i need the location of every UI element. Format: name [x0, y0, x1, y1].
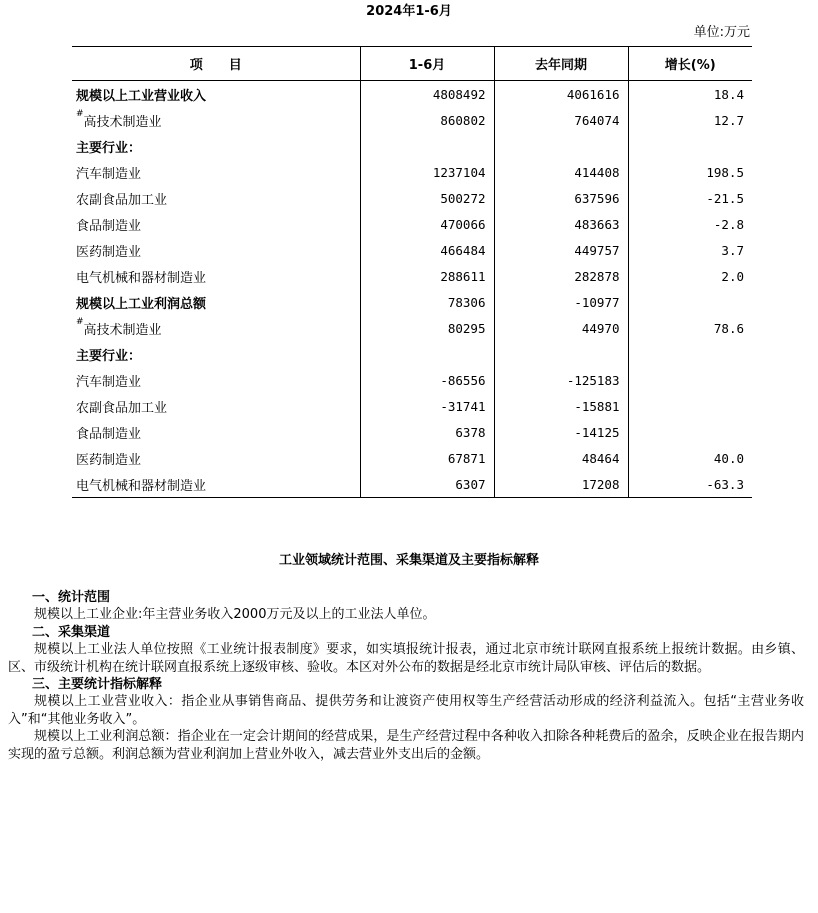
- table-row: [72, 419, 752, 445]
- current-value: 80295: [360, 315, 494, 341]
- current-value: 288611: [360, 263, 494, 289]
- current-value: 4808492: [360, 81, 494, 108]
- row-label: [72, 159, 360, 185]
- table-row: [72, 81, 752, 108]
- last-year-value: -125183: [494, 367, 628, 393]
- row-label: [72, 185, 360, 211]
- row-label: [72, 211, 360, 237]
- growth-value: [628, 341, 752, 367]
- growth-value: 40.0: [628, 445, 752, 471]
- row-label: [72, 289, 360, 315]
- row-label: [72, 315, 360, 341]
- row-label-text: 电气机械和器材制造业: [76, 270, 207, 286]
- table-row: [72, 263, 752, 289]
- table-row: [72, 393, 752, 419]
- table-row: [72, 471, 752, 498]
- table-row: [72, 367, 752, 393]
- row-label: [72, 341, 360, 367]
- last-year-value: 483663: [494, 211, 628, 237]
- row-label-text: 汽车制造业: [76, 166, 142, 182]
- industry-stats-table: [72, 46, 752, 498]
- table-row: [72, 341, 752, 367]
- current-value: [360, 133, 494, 159]
- last-year-value: 4061616: [494, 81, 628, 108]
- header-current: 1-6月: [360, 47, 494, 81]
- row-label-text: 农副食品加工业: [76, 400, 168, 416]
- header-growth: 增长(%): [628, 47, 752, 81]
- last-year-value: 282878: [494, 263, 628, 289]
- table-row: [72, 289, 752, 315]
- current-value: 470066: [360, 211, 494, 237]
- row-label: [72, 445, 360, 471]
- section-paragraph: 规模以上工业营业收入：指企业从事销售商品、提供劳务和让渡资产使用权等生产经营活动形成的经济利益流入。包括“主营业务收入”和“其他业务收入”。: [8, 694, 804, 727]
- last-year-value: 449757: [494, 237, 628, 263]
- last-year-value: [494, 133, 628, 159]
- row-label-text: 规模以上工业利润总额: [76, 296, 207, 312]
- growth-value: 3.7: [628, 237, 752, 263]
- current-value: 1237104: [360, 159, 494, 185]
- table-header: [72, 47, 752, 81]
- row-label-text: 电气机械和器材制造业: [76, 478, 207, 494]
- row-label: [72, 133, 360, 159]
- row-label: [72, 471, 360, 498]
- growth-value: [628, 367, 752, 393]
- section-paragraph: 规模以上工业法人单位按照《工业统计报表制度》要求，如实填报统计报表，通过北京市统计联网直报系统上报统计数据。由乡镇、区、市级统计机构在统计联网直报系统上逐级审核、验收。本区对外公布的数据是经北京市统计局队审核、评估后的数据。: [8, 642, 804, 675]
- row-label-text: 主要行业：: [76, 348, 142, 364]
- growth-value: 2.0: [628, 263, 752, 289]
- row-label: [72, 419, 360, 445]
- current-value: 78306: [360, 289, 494, 315]
- growth-value: 12.7: [628, 107, 752, 133]
- header-item: 项 目: [72, 47, 360, 81]
- section-heading: 三、主要统计指标解释: [32, 677, 163, 693]
- growth-value: 198.5: [628, 159, 752, 185]
- table-row: [72, 185, 752, 211]
- last-year-value: -10977: [494, 289, 628, 315]
- current-value: [360, 341, 494, 367]
- current-value: -31741: [360, 393, 494, 419]
- table-row: [72, 133, 752, 159]
- table-row: [72, 237, 752, 263]
- last-year-value: -14125: [494, 419, 628, 445]
- growth-value: 18.4: [628, 81, 752, 108]
- row-label: [72, 107, 360, 133]
- row-label-text: 食品制造业: [76, 426, 142, 442]
- section-heading: 二、采集渠道: [32, 624, 111, 640]
- unit-label: 单位:万元: [693, 25, 750, 40]
- growth-value: [628, 133, 752, 159]
- current-value: 500272: [360, 185, 494, 211]
- last-year-value: 414408: [494, 159, 628, 185]
- last-year-value: 48464: [494, 445, 628, 471]
- row-label-text: 农副食品加工业: [76, 192, 168, 208]
- last-year-value: [494, 341, 628, 367]
- section-heading: 一、统计范围: [32, 590, 111, 605]
- current-value: -86556: [360, 367, 494, 393]
- row-label: [72, 367, 360, 393]
- notes-title: 工业领域统计范围、采集渠道及主要指标解释: [278, 553, 539, 568]
- growth-value: -63.3: [628, 471, 752, 498]
- table-row: [72, 211, 752, 237]
- table-row: [72, 445, 752, 471]
- table-row: [72, 107, 752, 133]
- hightech-marker: #: [76, 316, 84, 327]
- last-year-value: 17208: [494, 471, 628, 498]
- growth-value: [628, 393, 752, 419]
- row-label: [72, 81, 360, 108]
- row-label-text: 主要行业：: [76, 140, 142, 156]
- current-value: 6307: [360, 471, 494, 498]
- section-paragraph: 规模以上工业利润总额：指企业在一定会计期间的经营成果，是生产经营过程中各种收入扣除各种耗费后的盈余，反映企业在报告期内实现的盈亏总额。利润总额为营业利润加上营业外收入，减去营业外支出后的金额。: [8, 729, 804, 762]
- row-label-text: 医药制造业: [76, 244, 142, 260]
- last-year-value: 764074: [494, 107, 628, 133]
- row-label-text: 食品制造业: [76, 218, 142, 234]
- row-label: [72, 237, 360, 263]
- row-label-text: 汽车制造业: [76, 374, 142, 390]
- current-value: 67871: [360, 445, 494, 471]
- growth-value: [628, 289, 752, 315]
- table-row: [72, 159, 752, 185]
- current-value: 6378: [360, 419, 494, 445]
- growth-value: -21.5: [628, 185, 752, 211]
- table-body: [72, 81, 752, 498]
- report-period: 2024年1-6月: [366, 4, 452, 19]
- row-label: [72, 393, 360, 419]
- last-year-value: 637596: [494, 185, 628, 211]
- current-value: 860802: [360, 107, 494, 133]
- row-label-text: 高技术制造业: [83, 114, 162, 130]
- row-label-text: 高技术制造业: [83, 322, 162, 338]
- growth-value: [628, 419, 752, 445]
- section-paragraph: 规模以上工业企业:年主营业务收入2000万元及以上的工业法人单位。: [34, 607, 436, 623]
- table-row: [72, 315, 752, 341]
- growth-value: -2.8: [628, 211, 752, 237]
- notes-section: [8, 589, 804, 763]
- growth-value: 78.6: [628, 315, 752, 341]
- hightech-marker: #: [76, 108, 84, 119]
- header-last-year: 去年同期: [494, 47, 628, 81]
- last-year-value: 44970: [494, 315, 628, 341]
- current-value: 466484: [360, 237, 494, 263]
- row-label: [72, 263, 360, 289]
- row-label-text: 规模以上工业营业收入: [76, 88, 207, 104]
- row-label-text: 医药制造业: [76, 452, 142, 468]
- last-year-value: -15881: [494, 393, 628, 419]
